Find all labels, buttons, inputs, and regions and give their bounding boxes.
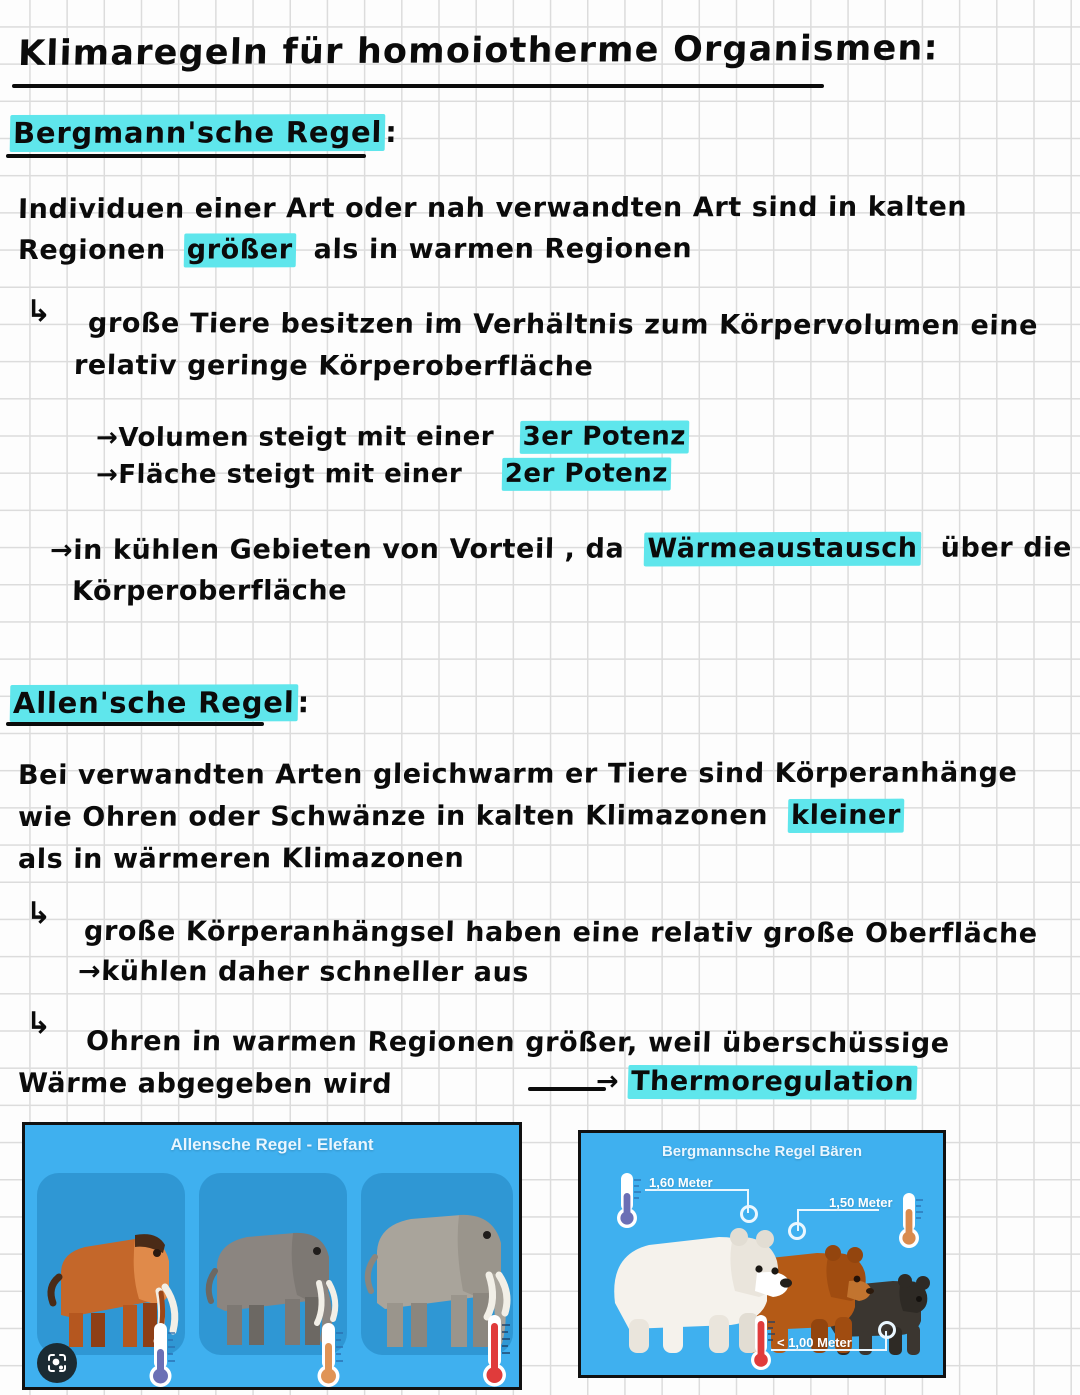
section-2-bullet-1-line-2 [78,958,530,988]
bullet-2-highlight: Wärmeaustausch [644,532,921,567]
google-lens-icon [45,1351,69,1375]
title-underline [12,84,824,88]
section-2-heading-underline [6,722,264,726]
brown-bear-label: 1,50 Meter [829,1195,893,1210]
subline-2-arrow-icon: → [95,459,119,491]
section-2-bullet-2-arrow-icon: ↳ [26,1006,52,1041]
section-2-para-line-2 [17,799,904,834]
bear-thermometer-warm-icon [897,1191,925,1253]
section-2-bullet-1-sub-text: kühlen daher schneller aus [100,956,530,989]
long-arrow-head-icon: → [596,1066,620,1097]
section-1-heading-underline [6,154,366,158]
long-arrow-shaft [528,1087,606,1091]
bullet-2-post: über die [940,532,1073,564]
section-1-heading-highlight: Bergmann'sche Regel [10,114,386,152]
polar-bear-leader-ring [740,1205,758,1223]
section-2-bullet-1-line-1: große Körperanhängsel haben eine relativ große Oberfläche [83,916,1039,950]
section-1-heading [10,114,398,150]
bear-thermometer-cold-icon [615,1171,643,1233]
section-2-heading-colon: : [297,685,311,720]
bear-figure[interactable] [578,1130,946,1378]
section-1-bullet-2-line-1 [50,534,1072,565]
thermometer-warm-icon [315,1321,345,1390]
polar-bear-label: 1,60 Meter [649,1175,713,1190]
subline-1-highlight: 3er Potenz [519,420,689,453]
black-bear-label: < 1,00 Meter [777,1335,852,1350]
brown-bear-leader-line [797,1209,879,1231]
section-2-bullet-2-line-1: Ohren in warmen Regionen größer, weil überschüssige [85,1026,951,1060]
section-1-para-line-2 [18,235,693,265]
section-1-para-highlight-groesser: größer [183,233,295,267]
subline-1-text: Volumen steigt mit einer [118,421,495,453]
bear-figure-title: Bergmannsche Regel Bären [661,1143,863,1160]
black-bear-leader-ring [878,1321,896,1339]
section-2-heading-highlight: Allen'sche Regel [10,684,298,722]
section-1-bullet-2-line-2: Körperoberfläche [71,575,348,608]
section-2-para-line-2-text: wie Ohren oder Schwänze in kalten Klimazonen [17,800,769,834]
brown-bear-leader-ring [788,1222,806,1240]
subline-1-arrow-icon: → [95,422,119,454]
section-2-bullet-2-line-2: Wärme abgegeben wird [17,1068,393,1100]
bullet-2-pre: in kühlen Gebieten von Vorteil , da [72,533,625,566]
google-lens-badge[interactable] [37,1343,77,1383]
subline-2-text: Fläche steigt mit einer [118,459,463,490]
section-1-para-line-1: Individuen einer Art oder nah verwandten Art sind in kalten [17,191,968,226]
section-1-subline-1 [96,423,689,452]
thermometer-cold-icon [147,1321,177,1390]
section-2-para-line-1: Bei verwandten Arten gleichwarm er Tiere sind Körperanhänge [17,757,1018,792]
page-title: Klimaregeln für homoiotherme Organismen: [17,28,940,75]
section-2-para-line-3: als in wärmeren Klimazonen [17,842,465,876]
section-2-para-highlight-kleiner: kleiner [788,799,904,833]
section-1-bullet-1-line-1: große Tiere besitzen im Verhältnis zum Körpervolumen eine [87,308,1039,342]
section-2-bullet-1-arrow-icon: ↳ [26,896,52,931]
section-1-heading-colon: : [384,114,398,150]
thermometer-hot-icon [481,1313,511,1390]
section-2-bullet-1-sub-arrow-icon: → [77,956,102,988]
subline-2-highlight: 2er Potenz [501,457,671,490]
bullet-arrow-icon: ↳ [26,294,52,329]
elephant-figure-title: Allensche Regel - Elefant [170,1135,374,1154]
section-1-para-word-regionen: Regionen [17,234,167,267]
bear-thermometer-hot-icon [749,1313,777,1375]
thermoregulation-highlight: Thermoregulation [627,1065,917,1100]
section-1-subline-2 [96,460,671,489]
section-2-bullet-2-conclusion [628,1068,918,1097]
section-1-para-tail: als in warmen Regionen [313,233,693,266]
elephant-figure[interactable] [22,1122,522,1390]
bullet-2-arrow-icon: → [49,534,74,567]
section-2-heading [10,687,311,718]
polar-bear-leader-line [645,1189,749,1213]
section-1-bullet-1-line-2: relativ geringe Körperoberfläche [73,350,594,383]
